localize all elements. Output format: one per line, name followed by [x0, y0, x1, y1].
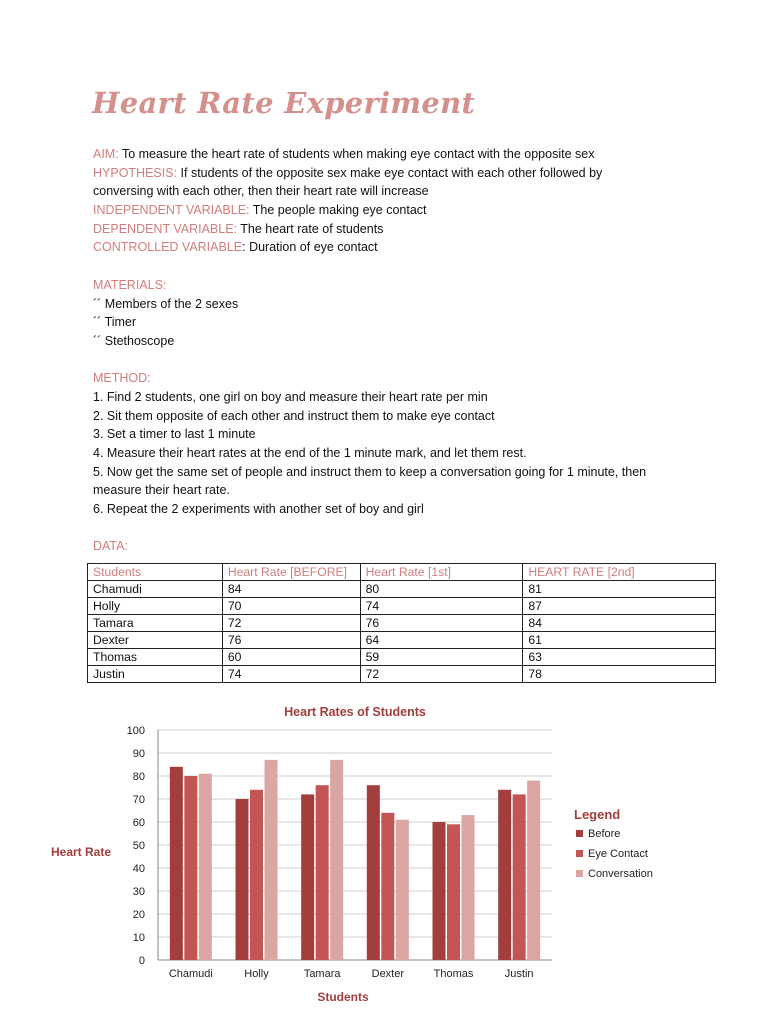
chart-title: Heart Rates of Students: [284, 705, 426, 719]
table-cell: 74: [360, 598, 523, 615]
materials-item: ´´ Stethoscope: [93, 333, 175, 348]
hypothesis-line: [93, 164, 733, 183]
materials-item: ´´ Members of the 2 sexes: [93, 296, 239, 311]
x-tick-label: Tamara: [303, 968, 341, 980]
y-tick-label: 90: [132, 748, 145, 760]
table-cell: Justin: [88, 666, 223, 683]
hypothesis-line-2: [93, 182, 733, 201]
table-cell: Dexter: [88, 632, 223, 649]
bar-conversation: [396, 820, 409, 960]
x-tick-label: Chamudi: [168, 968, 213, 980]
bar-eye-contact: [316, 785, 329, 960]
y-tick-label: 30: [132, 886, 145, 898]
y-tick-label: 60: [132, 817, 145, 829]
aim-line: [93, 145, 733, 164]
bar-conversation: [462, 815, 475, 960]
legend-swatch: [576, 850, 583, 857]
y-tick-label: 50: [132, 840, 145, 852]
bar-before: [498, 790, 511, 960]
controlled-variable-label: CONTROLLED VARIABLE: [93, 240, 243, 255]
data-heading: DATA:: [93, 539, 128, 554]
aim-text: To measure the heart rate of students when making eye contact with the opposite sex: [121, 147, 595, 161]
table-cell: 72: [360, 666, 523, 683]
legend-label: Conversation: [588, 868, 653, 880]
method-step: 5. Now get the same set of people and instruct them to keep a conversation going for 1 minute, then: [93, 464, 647, 479]
bar-conversation: [330, 760, 343, 960]
table-cell: 60: [222, 649, 360, 666]
y-tick-label: 80: [132, 771, 145, 783]
table-row: [88, 649, 716, 666]
method-step: 4. Measure their heart rates at the end of the 1 minute mark, and let them rest.: [93, 446, 527, 460]
method-step: measure their heart rate.: [93, 483, 230, 498]
page-title: Heart Rate Experiment: [92, 86, 476, 120]
table-cell: 63: [523, 649, 716, 666]
table-cell: 70: [222, 598, 360, 615]
independent-variable-label: INDEPENDENT VARIABLE:: [93, 203, 250, 218]
table-cell: 80: [360, 581, 523, 598]
bar-before: [170, 767, 183, 960]
table-cell: Holly: [88, 598, 223, 615]
method-heading: METHOD:: [93, 371, 151, 386]
bar-conversation: [265, 760, 278, 960]
dependent-variable-text: The heart rate of students: [240, 221, 384, 236]
table-cell: 81: [523, 581, 716, 598]
table-cell: 59: [360, 649, 523, 666]
x-axis-title: Students: [317, 990, 369, 1004]
table-cell: 76: [222, 632, 360, 649]
controlled-variable-text: : Duration of eye contact: [242, 240, 378, 255]
table-cell: 84: [222, 581, 360, 598]
legend-swatch: [576, 870, 583, 877]
table-header-cell: Heart Rate [BEFORE]: [222, 564, 360, 581]
bar-before: [301, 794, 314, 960]
y-tick-label: 20: [132, 909, 145, 921]
bar-eye-contact: [250, 790, 263, 960]
table-header-row: [88, 564, 716, 581]
table-cell: 87: [523, 598, 716, 615]
table-header-cell: Heart Rate [1st]: [360, 564, 523, 581]
table-header-cell: Students: [88, 564, 223, 581]
method-step: 3. Set a timer to last 1 minute: [93, 427, 256, 442]
y-tick-label: 70: [132, 794, 145, 806]
legend-label: Eye Contact: [588, 848, 648, 860]
y-tick-label: 40: [132, 863, 145, 875]
table-cell: 84: [523, 615, 716, 632]
table-cell: 61: [523, 632, 716, 649]
materials-heading: MATERIALS:: [93, 277, 167, 292]
method-step: 1. Find 2 students, one girl on boy and measure their heart rate per min: [93, 389, 488, 404]
materials-item: ´´ Timer: [93, 315, 137, 330]
bar-before: [433, 822, 446, 960]
heart-rate-bar-chart: [40, 698, 720, 1016]
table-cell: 64: [360, 632, 523, 649]
y-tick-label: 100: [126, 725, 145, 737]
x-tick-label: Thomas: [433, 968, 474, 980]
y-tick-label: 10: [132, 932, 145, 944]
table-cell: 72: [222, 615, 360, 632]
table-cell: 78: [523, 666, 716, 683]
table-row: [88, 598, 716, 615]
method-step: 6. Repeat the 2 experiments with another set of boy and girl: [93, 502, 424, 517]
hypothesis-label: HYPOTHESIS:: [93, 165, 178, 180]
legend-swatch: [576, 830, 583, 837]
aim-label: AIM:: [93, 147, 119, 161]
table-cell: Chamudi: [88, 581, 223, 598]
hypothesis-text: If students of the opposite sex make eye contact with each other followed by: [180, 165, 603, 180]
table-cell: Thomas: [88, 649, 223, 666]
bar-conversation: [527, 781, 540, 960]
x-tick-label: Dexter: [371, 968, 405, 980]
table-row: [88, 615, 716, 632]
independent-variable-line: [93, 201, 733, 220]
table-cell: 74: [222, 666, 360, 683]
method-step: 2. Sit them opposite of each other and instruct them to make eye contact: [93, 408, 495, 423]
experiment-description: [93, 145, 733, 556]
table-row: [88, 666, 716, 683]
table-cell: Tamara: [88, 615, 223, 632]
table-header-cell: HEART RATE [2nd]: [523, 564, 716, 581]
legend-label: Before: [588, 828, 621, 840]
table-cell: 76: [360, 615, 523, 632]
dependent-variable-label: DEPENDENT VARIABLE:: [93, 221, 238, 236]
table-row: [88, 581, 716, 598]
hypothesis-text-2: conversing with each other, then their heart rate will increase: [93, 184, 429, 199]
y-tick-label: 0: [138, 955, 145, 967]
bar-conversation: [199, 774, 212, 960]
bar-eye-contact: [447, 824, 460, 960]
y-axis-title: Heart Rate: [51, 845, 112, 859]
x-tick-label: Justin: [504, 968, 534, 980]
independent-variable-text: The people making eye contact: [252, 203, 427, 218]
bar-eye-contact: [513, 794, 526, 960]
x-tick-label: Holly: [244, 968, 269, 980]
dependent-variable-line: [93, 220, 733, 239]
legend-title: Legend: [574, 807, 621, 822]
heart-rate-table: [87, 563, 716, 683]
bar-before: [367, 785, 380, 960]
bar-eye-contact: [381, 813, 394, 960]
bar-before: [236, 799, 249, 960]
table-row: [88, 632, 716, 649]
controlled-variable-line: [93, 238, 733, 257]
bar-eye-contact: [184, 776, 197, 960]
